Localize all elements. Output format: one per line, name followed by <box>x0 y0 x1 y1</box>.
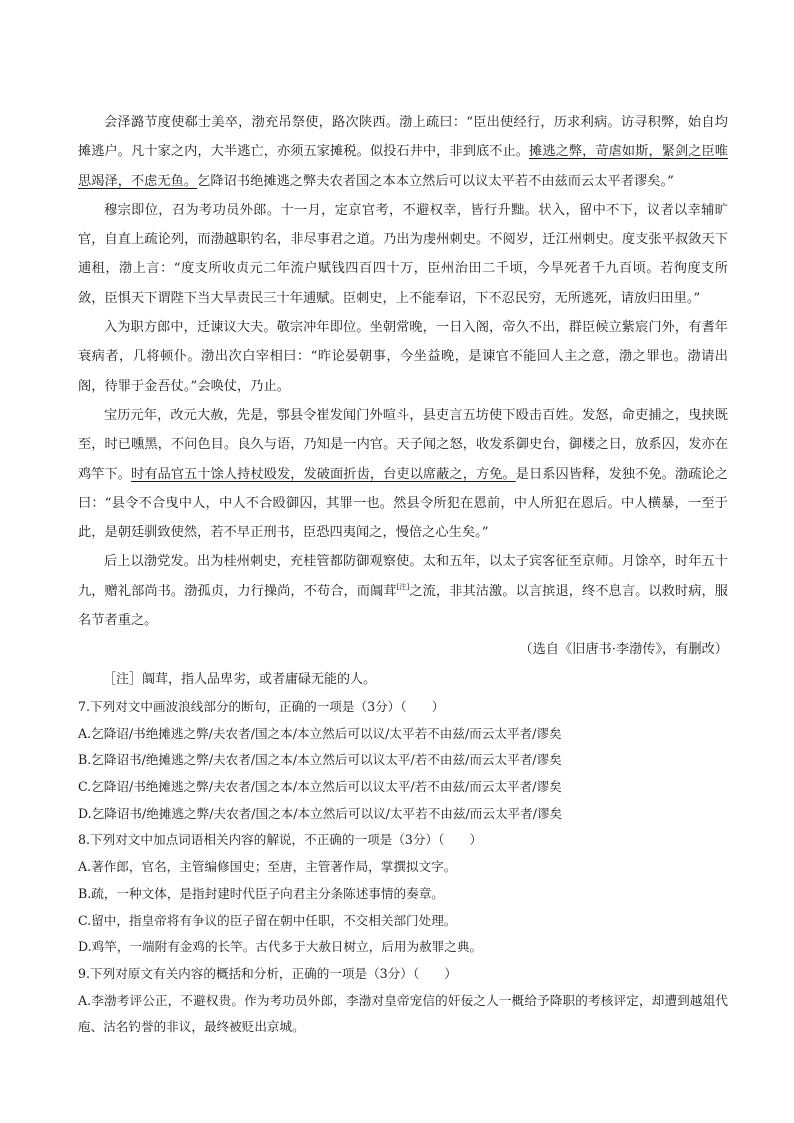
passage-paragraph-2: 穆宗即位，召为考功员外郎。十一月，定京官考，不避权幸，皆行升黜。状入，留中不下，议者以幸辅旷官，自直上疏论列，而渤越职钓名，非尽事君之道。乃出为虔州刺史。不阅岁，迁江州刺史。度支张平叔敛天下逋租，渤上言：“度支所收贞元二年流户赋钱四百四十万，臣州治田二千顷，今旱死者千九百顷。若徇度支所敛，臣惧天下谓陛下当大旱责民三十年逋赋。臣刺史，上不能奉诏，下不忍民穷，无所逃死，请放归田里。” <box>78 202 728 306</box>
document-page <box>78 108 728 1041</box>
passage-text: 会泽潞节度使郗士美卒，渤充吊祭使，路次陕西。渤上疏曰：“臣出使经行，历求利病。访寻积弊，始自均摊逃户。凡十家之内，大半逃亡，亦须五家摊税。似投石井中，非到底不止。 <box>78 115 728 160</box>
question-stem: 8.下列对文中加点词语相关内容的解说，不正确的一项是（3分）（ ） <box>78 832 483 848</box>
question-stem: 7.下列对文中画波浪线部分的断句，正确的一项是（3分）（ ） <box>78 698 445 714</box>
underlined-sentence: 时有品官五十馀人持杖殴发，发破面折齿，台吏以席蔽之，方免。 <box>131 466 516 482</box>
option-c: C.留中，指皇帝将有争议的臣子留在朝中任职，不交相关部门处理。 <box>78 912 457 928</box>
option-a: A.著作郎，官名，主管编修国史；至唐，主管著作局，掌撰拟文字。 <box>78 859 457 875</box>
option-a: A.李渤考评公正，不避权贵。作为考功员外郎，李渤对皇帝宠信的奸佞之人一概给予降职的考核评定，却遭到越俎代庖、沽名钓誉的非议，最终被贬出京城。 <box>78 992 728 1035</box>
footnote: ［注］阘茸，指人品卑劣，或者庸碌无能的人。 <box>103 671 377 687</box>
source-citation: （选自《旧唐书·李渤传》，有删改） <box>519 642 728 658</box>
wavy-line-sentence: 乞降诏书绝摊逃之弊夫农者国之本本立然后可以议太平若不由兹而云太平者谬矣。” <box>197 173 674 189</box>
question-8 <box>78 827 728 961</box>
question-7 <box>78 694 728 828</box>
option-b: B.疏，一种文体，是指封建时代臣子向君主分条陈述事情的奏章。 <box>78 885 444 901</box>
option-d: D.乞降诏书/绝摊逃之弊/夫农者/国之本/本立然后可以议/太平若不由兹/而云太平者/谬矣 <box>78 805 563 821</box>
option-a: A.乞降诏/书绝摊逃之弊/夫农者/国之本/本立然后可以议/太平若不由兹/而云太平者/谬矣 <box>78 725 562 741</box>
question-9 <box>78 961 728 1041</box>
passage-text: 之流，非其沽激。以言摈退，终不息言。以救时病，服名节者重之。 <box>78 583 729 629</box>
passage-paragraph-3: 入为职方郎中，迁谏议大夫。敬宗冲年即位。坐朝常晚，一日入阁，帝久不出，群臣候立紫宸门外，有耆年衰病者，几将顿仆。渤出次白宰相曰：“昨论晏朝事，今坐益晚，是谏官不能回人主之意，渤之罪也。渤请出阁，待罪于金吾仗。”会唤仗，乃止。 <box>78 320 728 394</box>
passage-text: 是日系囚皆释，发独不免。渤疏论之曰：“县令不合曳中人，中人不合殴御囚，其罪一也。然县令所犯在恩前，中人所犯在恩后。中人横暴，一至于此，是朝廷驯致使然，若不早正刑书，臣恐四夷闻之，慢倍之心生矣。” <box>78 466 728 541</box>
option-c: C.乞降诏/书绝摊逃之弊/夫农者/国之本/本立然后可以议太平/若不由兹/而云太平者/谬矣 <box>78 779 562 795</box>
passage-text: 宝历元年，改元大赦，先是，鄠县令崔发闻门外喧斗，县吏言五坊使下殴击百姓。发怒，命吏捕之，曳挟既至，时已曛黑，不问色目。良久与语，乃知是一内官。天子闻之怒，收发系御史台，御楼之日，放系囚，发亦在鸡竿下。 <box>78 407 728 482</box>
question-stem: 9.下列对原文有关内容的概括和分析，正确的一项是（3分）（ ） <box>78 965 457 981</box>
note-marker: [注] <box>396 582 410 591</box>
option-b: B.乞降诏书/绝摊逃之弊/夫农者/国之本/本立然后可以议太平/若不由兹/而云太平者/谬矣 <box>78 752 562 768</box>
passage-paragraph-4 <box>78 401 728 547</box>
passage-paragraph-5 <box>78 547 728 635</box>
option-d: D.鸡竿，一端附有金鸡的长竿。古代多于大赦日树立，后用为赦罪之典。 <box>78 939 483 955</box>
passage-text: 后上以渤党发。出为桂州刺史，充桂管都防御观察使。太和五年，以太子宾客征至京师。月馀卒，时年五十九，赠礼部尚书。渤孤贞，力行操尚，不苟合，而阘茸 <box>78 554 728 599</box>
passage-paragraph-1 <box>78 108 728 196</box>
underlined-sentence: 摊逃之弊，苛虐如斯，緊剑之臣唯思竭泽，不虑无鱼。 <box>78 144 729 189</box>
